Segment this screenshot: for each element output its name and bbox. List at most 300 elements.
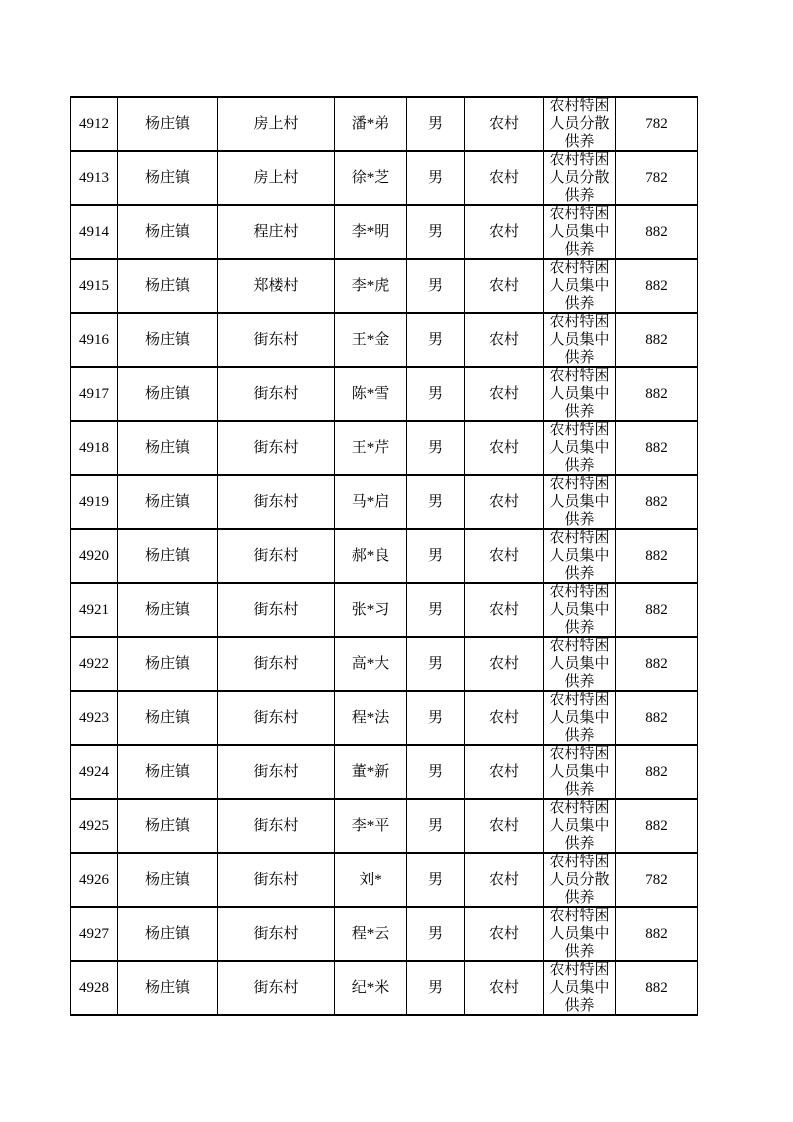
gender-text: 男	[427, 925, 443, 942]
town-text: 杨庄镇	[144, 763, 190, 780]
gender-text: 男	[427, 763, 443, 780]
village-text: 街东村	[253, 925, 299, 942]
cell-village	[218, 475, 335, 529]
area-type-text: 农村	[488, 709, 519, 726]
person-name-text: 程*法	[351, 709, 390, 726]
cell-gender	[407, 205, 465, 259]
amount-text: 882	[645, 763, 668, 780]
amount-text: 882	[645, 331, 668, 348]
table-row	[71, 529, 698, 583]
cell-gender	[407, 961, 465, 1015]
town-text: 杨庄镇	[144, 601, 190, 618]
assistance-category-text: 农村特困人员集中供养	[549, 368, 610, 420]
person-name-text: 高*大	[351, 655, 390, 672]
assistance-category-wrap	[544, 422, 615, 474]
assistance-category-wrap	[544, 314, 615, 366]
cell-town	[118, 205, 218, 259]
cell-gender	[407, 637, 465, 691]
cell-amount	[616, 205, 698, 259]
assistance-category-wrap	[544, 746, 615, 798]
village-text: 街东村	[253, 871, 299, 888]
gender-text: 男	[427, 493, 443, 510]
village-text: 街东村	[253, 331, 299, 348]
cell-village	[218, 367, 335, 421]
person-name-text: 董*新	[351, 763, 390, 780]
person-name-text: 郝*良	[351, 547, 390, 564]
cell-town	[118, 313, 218, 367]
area-type-text: 农村	[488, 763, 519, 780]
cell-area-type	[465, 691, 544, 745]
village-text: 房上村	[253, 169, 299, 186]
town-text: 杨庄镇	[144, 385, 190, 402]
cell-area-type	[465, 961, 544, 1015]
cell-town	[118, 259, 218, 313]
table-row	[71, 637, 698, 691]
gender-text: 男	[427, 601, 443, 618]
cell-person-name	[335, 367, 407, 421]
cell-area-type	[465, 529, 544, 583]
assistance-category-text: 农村特困人员集中供养	[549, 692, 610, 744]
table-row	[71, 961, 698, 1015]
village-text: 街东村	[253, 763, 299, 780]
village-text: 街东村	[253, 547, 299, 564]
village-text: 街东村	[253, 979, 299, 996]
cell-gender	[407, 151, 465, 205]
assistance-category-wrap	[544, 800, 615, 852]
assistance-category-text: 农村特困人员分散供养	[549, 152, 610, 204]
cell-area-type	[465, 313, 544, 367]
gender-text: 男	[427, 547, 443, 564]
cell-person-name	[335, 529, 407, 583]
cell-town	[118, 799, 218, 853]
cell-person-name	[335, 907, 407, 961]
area-type-text: 农村	[488, 385, 519, 402]
area-type-text: 农村	[488, 223, 519, 240]
gender-text: 男	[427, 115, 443, 132]
village-text: 街东村	[253, 385, 299, 402]
cell-gender	[407, 313, 465, 367]
cell-village	[218, 421, 335, 475]
serial-number-text: 4922	[79, 655, 109, 672]
assistance-category-text: 农村特困人员集中供养	[549, 584, 610, 636]
gender-text: 男	[427, 871, 443, 888]
cell-serial-number	[71, 853, 118, 907]
cell-person-name	[335, 691, 407, 745]
cell-area-type	[465, 745, 544, 799]
assistance-category-text: 农村特困人员分散供养	[549, 854, 610, 906]
cell-assistance-category	[544, 583, 616, 637]
village-text: 街东村	[253, 601, 299, 618]
area-type-text: 农村	[488, 871, 519, 888]
cell-gender	[407, 799, 465, 853]
table-row	[71, 313, 698, 367]
amount-text: 782	[645, 115, 668, 132]
village-text: 街东村	[253, 439, 299, 456]
table-row	[71, 475, 698, 529]
person-name-text: 程*云	[351, 925, 390, 942]
assistance-category-wrap	[544, 908, 615, 960]
serial-number-text: 4912	[79, 115, 109, 132]
cell-area-type	[465, 637, 544, 691]
village-text: 街东村	[253, 493, 299, 510]
cell-amount	[616, 421, 698, 475]
assistance-category-text: 农村特困人员集中供养	[549, 800, 610, 852]
cell-gender	[407, 583, 465, 637]
cell-area-type	[465, 475, 544, 529]
gender-text: 男	[427, 979, 443, 996]
area-type-text: 农村	[488, 493, 519, 510]
cell-assistance-category	[544, 799, 616, 853]
table-row	[71, 151, 698, 205]
amount-text: 882	[645, 925, 668, 942]
area-type-text: 农村	[488, 547, 519, 564]
amount-text: 882	[645, 547, 668, 564]
gender-text: 男	[427, 277, 443, 294]
assistance-category-text: 农村特困人员集中供养	[549, 962, 610, 1014]
area-type-text: 农村	[488, 331, 519, 348]
cell-serial-number	[71, 745, 118, 799]
table-row	[71, 259, 698, 313]
serial-number-text: 4928	[79, 979, 109, 996]
area-type-text: 农村	[488, 601, 519, 618]
serial-number-text: 4918	[79, 439, 109, 456]
table-row	[71, 583, 698, 637]
table-row	[71, 799, 698, 853]
cell-serial-number	[71, 529, 118, 583]
amount-text: 882	[645, 439, 668, 456]
cell-town	[118, 637, 218, 691]
serial-number-text: 4923	[79, 709, 109, 726]
cell-person-name	[335, 259, 407, 313]
village-text: 街东村	[253, 817, 299, 834]
cell-amount	[616, 907, 698, 961]
town-text: 杨庄镇	[144, 115, 190, 132]
cell-gender	[407, 97, 465, 151]
area-type-text: 农村	[488, 925, 519, 942]
person-name-text: 陈*雪	[351, 385, 390, 402]
cell-gender	[407, 691, 465, 745]
table-row	[71, 205, 698, 259]
cell-person-name	[335, 97, 407, 151]
town-text: 杨庄镇	[144, 439, 190, 456]
town-text: 杨庄镇	[144, 655, 190, 672]
assistance-category-wrap	[544, 530, 615, 582]
assistance-category-wrap	[544, 854, 615, 906]
cell-amount	[616, 637, 698, 691]
cell-village	[218, 259, 335, 313]
cell-town	[118, 745, 218, 799]
cell-town	[118, 853, 218, 907]
town-text: 杨庄镇	[144, 493, 190, 510]
gender-text: 男	[427, 385, 443, 402]
table-row	[71, 367, 698, 421]
cell-town	[118, 97, 218, 151]
cell-amount	[616, 529, 698, 583]
person-name-text: 纪*米	[351, 979, 390, 996]
serial-number-text: 4917	[79, 385, 109, 402]
cell-assistance-category	[544, 745, 616, 799]
serial-number-text: 4914	[79, 223, 109, 240]
serial-number-text: 4915	[79, 277, 109, 294]
gender-text: 男	[427, 439, 443, 456]
cell-gender	[407, 367, 465, 421]
cell-amount	[616, 691, 698, 745]
village-text: 街东村	[253, 709, 299, 726]
person-name-text: 马*启	[351, 493, 390, 510]
assistance-category-wrap	[544, 692, 615, 744]
assistance-category-wrap	[544, 584, 615, 636]
cell-serial-number	[71, 961, 118, 1015]
assistance-category-text: 农村特困人员集中供养	[549, 206, 610, 258]
cell-area-type	[465, 853, 544, 907]
cell-assistance-category	[544, 367, 616, 421]
cell-town	[118, 475, 218, 529]
cell-village	[218, 151, 335, 205]
assistance-category-text: 农村特困人员集中供养	[549, 530, 610, 582]
amount-text: 882	[645, 655, 668, 672]
village-text: 程庄村	[253, 223, 299, 240]
cell-serial-number	[71, 475, 118, 529]
cell-assistance-category	[544, 313, 616, 367]
person-name-text: 李*虎	[351, 277, 390, 294]
area-type-text: 农村	[488, 277, 519, 294]
area-type-text: 农村	[488, 115, 519, 132]
cell-town	[118, 151, 218, 205]
cell-town	[118, 421, 218, 475]
gender-text: 男	[427, 655, 443, 672]
serial-number-text: 4916	[79, 331, 109, 348]
cell-village	[218, 907, 335, 961]
amount-text: 882	[645, 493, 668, 510]
cell-assistance-category	[544, 205, 616, 259]
cell-area-type	[465, 205, 544, 259]
cell-village	[218, 205, 335, 259]
cell-serial-number	[71, 259, 118, 313]
area-type-text: 农村	[488, 817, 519, 834]
gender-text: 男	[427, 331, 443, 348]
cell-serial-number	[71, 583, 118, 637]
cell-village	[218, 853, 335, 907]
serial-number-text: 4924	[79, 763, 109, 780]
assistance-category-wrap	[544, 962, 615, 1014]
cell-village	[218, 637, 335, 691]
cell-person-name	[335, 475, 407, 529]
area-type-text: 农村	[488, 655, 519, 672]
cell-town	[118, 961, 218, 1015]
assistance-category-text: 农村特困人员集中供养	[549, 314, 610, 366]
town-text: 杨庄镇	[144, 169, 190, 186]
amount-text: 882	[645, 817, 668, 834]
person-name-text: 王*金	[351, 331, 390, 348]
person-name-text: 李*明	[351, 223, 390, 240]
assistance-category-text: 农村特困人员集中供养	[549, 746, 610, 798]
amount-text: 782	[645, 169, 668, 186]
cell-village	[218, 583, 335, 637]
assistance-category-text: 农村特困人员集中供养	[549, 260, 610, 312]
cell-gender	[407, 475, 465, 529]
amount-text: 882	[645, 277, 668, 294]
amount-text: 882	[645, 601, 668, 618]
cell-assistance-category	[544, 529, 616, 583]
town-text: 杨庄镇	[144, 817, 190, 834]
assistance-category-text: 农村特困人员集中供养	[549, 908, 610, 960]
amount-text: 882	[645, 979, 668, 996]
cell-assistance-category	[544, 961, 616, 1015]
cell-village	[218, 961, 335, 1015]
town-text: 杨庄镇	[144, 871, 190, 888]
table-row	[71, 745, 698, 799]
amount-text: 882	[645, 223, 668, 240]
village-text: 房上村	[253, 115, 299, 132]
gender-text: 男	[427, 817, 443, 834]
person-name-text: 刘*	[359, 871, 382, 888]
cell-serial-number	[71, 799, 118, 853]
serial-number-text: 4925	[79, 817, 109, 834]
table-row	[71, 97, 698, 151]
cell-gender	[407, 907, 465, 961]
cell-assistance-category	[544, 259, 616, 313]
cell-area-type	[465, 259, 544, 313]
serial-number-text: 4920	[79, 547, 109, 564]
assistance-category-wrap	[544, 260, 615, 312]
cell-amount	[616, 151, 698, 205]
cell-village	[218, 745, 335, 799]
serial-number-text: 4926	[79, 871, 109, 888]
cell-town	[118, 529, 218, 583]
serial-number-text: 4913	[79, 169, 109, 186]
assistance-category-wrap	[544, 638, 615, 690]
cell-amount	[616, 97, 698, 151]
town-text: 杨庄镇	[144, 547, 190, 564]
amount-text: 882	[645, 709, 668, 726]
assistance-category-wrap	[544, 98, 615, 150]
cell-serial-number	[71, 421, 118, 475]
cell-amount	[616, 799, 698, 853]
cell-assistance-category	[544, 691, 616, 745]
cell-person-name	[335, 421, 407, 475]
cell-serial-number	[71, 637, 118, 691]
cell-amount	[616, 961, 698, 1015]
assistance-category-text: 农村特困人员集中供养	[549, 422, 610, 474]
serial-number-text: 4927	[79, 925, 109, 942]
town-text: 杨庄镇	[144, 223, 190, 240]
cell-serial-number	[71, 205, 118, 259]
cell-assistance-category	[544, 97, 616, 151]
cell-assistance-category	[544, 421, 616, 475]
cell-village	[218, 691, 335, 745]
cell-area-type	[465, 799, 544, 853]
cell-serial-number	[71, 907, 118, 961]
cell-village	[218, 97, 335, 151]
table-row	[71, 691, 698, 745]
cell-area-type	[465, 367, 544, 421]
gender-text: 男	[427, 169, 443, 186]
cell-gender	[407, 421, 465, 475]
person-name-text: 张*习	[351, 601, 390, 618]
cell-amount	[616, 583, 698, 637]
person-name-text: 王*芹	[351, 439, 390, 456]
amount-text: 782	[645, 871, 668, 888]
cell-area-type	[465, 97, 544, 151]
town-text: 杨庄镇	[144, 979, 190, 996]
cell-person-name	[335, 151, 407, 205]
table-row	[71, 853, 698, 907]
cell-village	[218, 529, 335, 583]
town-text: 杨庄镇	[144, 331, 190, 348]
cell-gender	[407, 853, 465, 907]
cell-amount	[616, 475, 698, 529]
table-body	[71, 97, 698, 1015]
area-type-text: 农村	[488, 439, 519, 456]
cell-person-name	[335, 961, 407, 1015]
cell-area-type	[465, 421, 544, 475]
cell-area-type	[465, 151, 544, 205]
assistance-category-wrap	[544, 476, 615, 528]
cell-assistance-category	[544, 907, 616, 961]
table-row	[71, 421, 698, 475]
assistance-category-wrap	[544, 152, 615, 204]
area-type-text: 农村	[488, 979, 519, 996]
cell-amount	[616, 745, 698, 799]
assistance-category-wrap	[544, 206, 615, 258]
assistance-category-text: 农村特困人员集中供养	[549, 638, 610, 690]
cell-person-name	[335, 853, 407, 907]
town-text: 杨庄镇	[144, 925, 190, 942]
village-text: 郑楼村	[253, 277, 299, 294]
cell-serial-number	[71, 367, 118, 421]
cell-amount	[616, 313, 698, 367]
village-text: 街东村	[253, 655, 299, 672]
table-row	[71, 907, 698, 961]
cell-town	[118, 367, 218, 421]
gender-text: 男	[427, 709, 443, 726]
cell-assistance-category	[544, 637, 616, 691]
assistance-category-wrap	[544, 368, 615, 420]
cell-person-name	[335, 799, 407, 853]
cell-town	[118, 691, 218, 745]
cell-town	[118, 907, 218, 961]
town-text: 杨庄镇	[144, 277, 190, 294]
person-name-text: 徐*芝	[351, 169, 390, 186]
cell-assistance-category	[544, 475, 616, 529]
cell-gender	[407, 259, 465, 313]
gender-text: 男	[427, 223, 443, 240]
cell-serial-number	[71, 151, 118, 205]
cell-person-name	[335, 637, 407, 691]
cell-serial-number	[71, 691, 118, 745]
cell-amount	[616, 853, 698, 907]
town-text: 杨庄镇	[144, 709, 190, 726]
serial-number-text: 4919	[79, 493, 109, 510]
cell-person-name	[335, 745, 407, 799]
cell-person-name	[335, 313, 407, 367]
cell-person-name	[335, 583, 407, 637]
amount-text: 882	[645, 385, 668, 402]
cell-gender	[407, 529, 465, 583]
cell-area-type	[465, 583, 544, 637]
cell-assistance-category	[544, 853, 616, 907]
area-type-text: 农村	[488, 169, 519, 186]
cell-serial-number	[71, 97, 118, 151]
cell-amount	[616, 367, 698, 421]
cell-person-name	[335, 205, 407, 259]
cell-area-type	[465, 907, 544, 961]
assistance-category-text: 农村特困人员分散供养	[549, 98, 610, 150]
cell-serial-number	[71, 313, 118, 367]
serial-number-text: 4921	[79, 601, 109, 618]
cell-assistance-category	[544, 151, 616, 205]
person-name-text: 潘*弟	[351, 115, 390, 132]
